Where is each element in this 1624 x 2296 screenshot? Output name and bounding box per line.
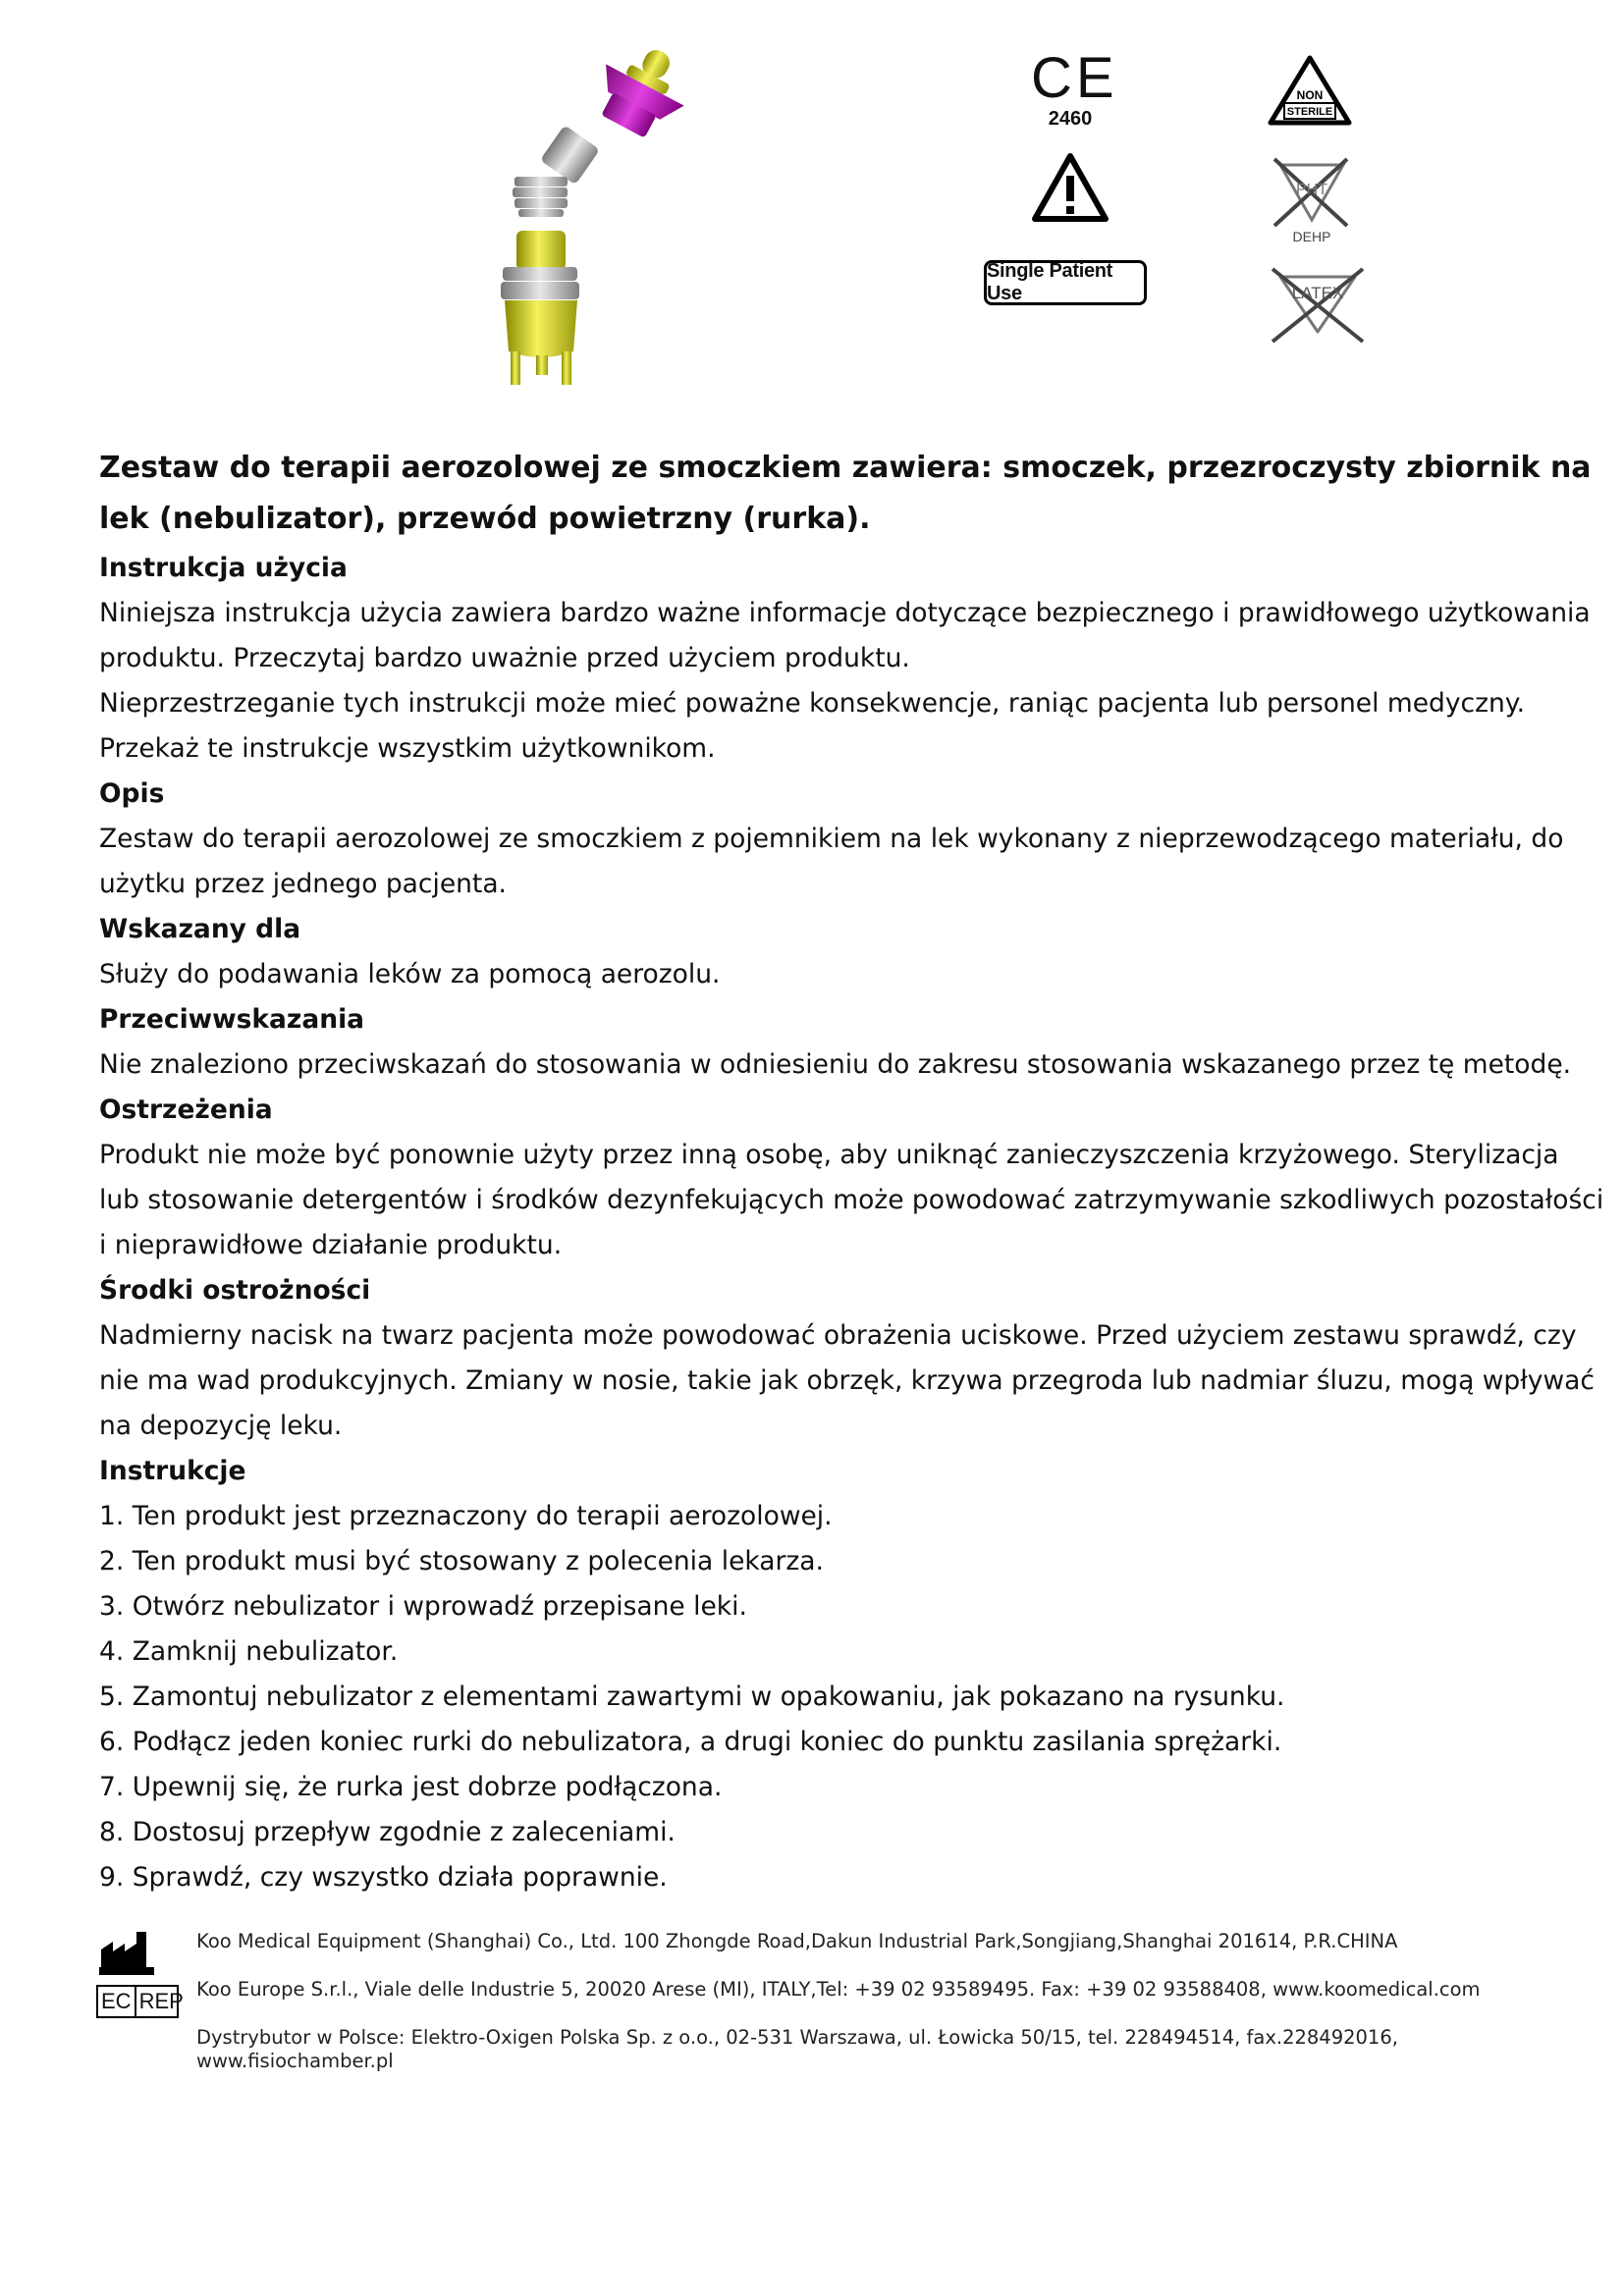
non-sterile-line1: NON	[1296, 88, 1324, 102]
instruction-step: 5. Zamontuj nebulizator z elementami zawartymi w opakowaniu, jak pokazano na rysunku.	[99, 1682, 1285, 1712]
ec-rep-rep: REP	[138, 1989, 184, 2013]
document-body	[99, 444, 1604, 1900]
section-text: Nieprzestrzeganie tych instrukcji może mieć poważne konsekwencje, raniąc pacjenta lub personel medyczny.	[99, 688, 1526, 719]
section-text: nie ma wad produkcyjnych. Zmiany w nosie, takie jak obrzęk, krzywa przegroda lub nadmiar śluzu, mogą wpływać	[99, 1365, 1595, 1396]
nebulizer-product-image	[452, 39, 717, 402]
section-text: Nie znaleziono przeciwskazań do stosowania w odniesieniu do zakresu stosowania wskazanego przez tę metodę.	[99, 1049, 1572, 1080]
section-heading-contraindications: Przeciwwskazania	[99, 1004, 365, 1035]
section-heading-precautions: Środki ostrożności	[99, 1275, 371, 1306]
instruction-step: 1. Ten produkt jest przeznaczony do terapii aerozolowej.	[99, 1501, 833, 1531]
instruction-step: 2. Ten produkt musi być stosowany z polecenia lekarza.	[99, 1546, 824, 1576]
ec-rep-ec: EC	[98, 1987, 136, 2016]
section-text: Przekaż te instrukcje wszystkim użytkownikom.	[99, 733, 716, 764]
ce-number: 2460	[1048, 108, 1093, 130]
single-patient-use-symbol	[984, 260, 1147, 305]
latex-free-icon	[1267, 263, 1369, 346]
instruction-step: 4. Zamknij nebulizator.	[99, 1636, 399, 1667]
section-text: Niniejsza instrukcja użycia zawiera bardzo ważne informacje dotyczące bezpiecznego i prawidłowego użytkowania	[99, 598, 1591, 628]
pht-text: PHT	[1296, 182, 1327, 198]
section-heading-instructions: Instrukcje	[99, 1456, 246, 1486]
section-text: Służy do podawania leków za pomocą aerozolu.	[99, 959, 721, 989]
distributor-line1: Dystrybutor w Polsce: Elektro-Oxigen Polska Sp. z o.o., 02-531 Warszawa, ul. Łowicka 50/15, tel. 228494514, fax.228492016,	[196, 2026, 1398, 2049]
ec-representative-address: Koo Europe S.r.l., Viale delle Industrie 5, 20020 Arese (MI), ITALY,Tel: +39 02 93589495. Fax: +39 02 93588408, www.koomedical.com	[196, 1978, 1481, 2001]
section-text: lub stosowanie detergentów i środków dezynfekujących może powodować zatrzymywanie szkodliwych pozostałości	[99, 1185, 1604, 1215]
section-text: Zestaw do terapii aerozolowej ze smoczkiem z pojemnikiem na lek wykonany z nieprzewodzącego materiału, do	[99, 824, 1564, 854]
ce-mark-symbol	[1031, 46, 1118, 137]
section-text: i nieprawidłowe działanie produktu.	[99, 1230, 563, 1260]
document-title-line1: Zestaw do terapii aerozolowej ze smoczkiem zawiera: smoczek, przezroczysty zbiornik na	[99, 451, 1592, 485]
instruction-step: 8. Dostosuj przepływ zgodnie z zaleceniami.	[99, 1817, 676, 1847]
section-heading-description: Opis	[99, 778, 165, 809]
instruction-step: 3. Otwórz nebulizator i wprowadź przepisane leki.	[99, 1591, 747, 1622]
ce-mark-text: CE	[1031, 46, 1118, 110]
caution-warning-icon	[1031, 152, 1110, 223]
latex-text: LATEX	[1291, 284, 1344, 302]
section-heading-warnings: Ostrzeżenia	[99, 1095, 273, 1125]
non-sterile-line2: STERILE	[1286, 106, 1333, 118]
ec-rep-symbol	[96, 1985, 184, 2018]
distributor-website: www.fisiochamber.pl	[196, 2050, 394, 2072]
section-text: Nadmierny nacisk na twarz pacjenta może powodować obrażenia uciskowe. Przed użyciem zestawu sprawdź, czy	[99, 1320, 1577, 1351]
instruction-step: 6. Podłącz jeden koniec rurki do nebulizatora, a drugi koniec do punktu zasilania sprężarki.	[99, 1727, 1282, 1757]
instruction-step: 7. Upewnij się, że rurka jest dobrze podłączona.	[99, 1772, 723, 1802]
manufacturer-address: Koo Medical Equipment (Shanghai) Co., Ltd. 100 Zhongde Road,Dakun Industrial Park,Songjiang,Shanghai 201614, P.R.CHINA	[196, 1930, 1398, 1952]
section-text: produktu. Przeczytaj bardzo uważnie przed użyciem produktu.	[99, 643, 910, 673]
single-patient-use-text: Single Patient Use	[987, 260, 1113, 304]
section-text: użytku przez jednego pacjenta.	[99, 869, 507, 899]
section-heading-instructions-for-use: Instrukcja użycia	[99, 553, 348, 583]
document-title-line2: lek (nebulizator), przewód powietrzny (rurka).	[99, 502, 871, 536]
section-heading-indications: Wskazany dla	[99, 914, 301, 944]
instruction-step: 9. Sprawdź, czy wszystko działa poprawnie.	[99, 1862, 668, 1893]
manufacturer-icon	[99, 1930, 154, 1975]
section-text: Produkt nie może być ponownie użyty przez inną osobę, aby uniknąć zanieczyszczenia krzyżowego. Sterylizacja	[99, 1140, 1559, 1170]
dehp-text: DEHP	[1292, 229, 1331, 244]
phthalate-free-icon	[1269, 155, 1355, 245]
section-text: na depozycję leku.	[99, 1411, 343, 1441]
non-sterile-icon	[1267, 54, 1353, 127]
